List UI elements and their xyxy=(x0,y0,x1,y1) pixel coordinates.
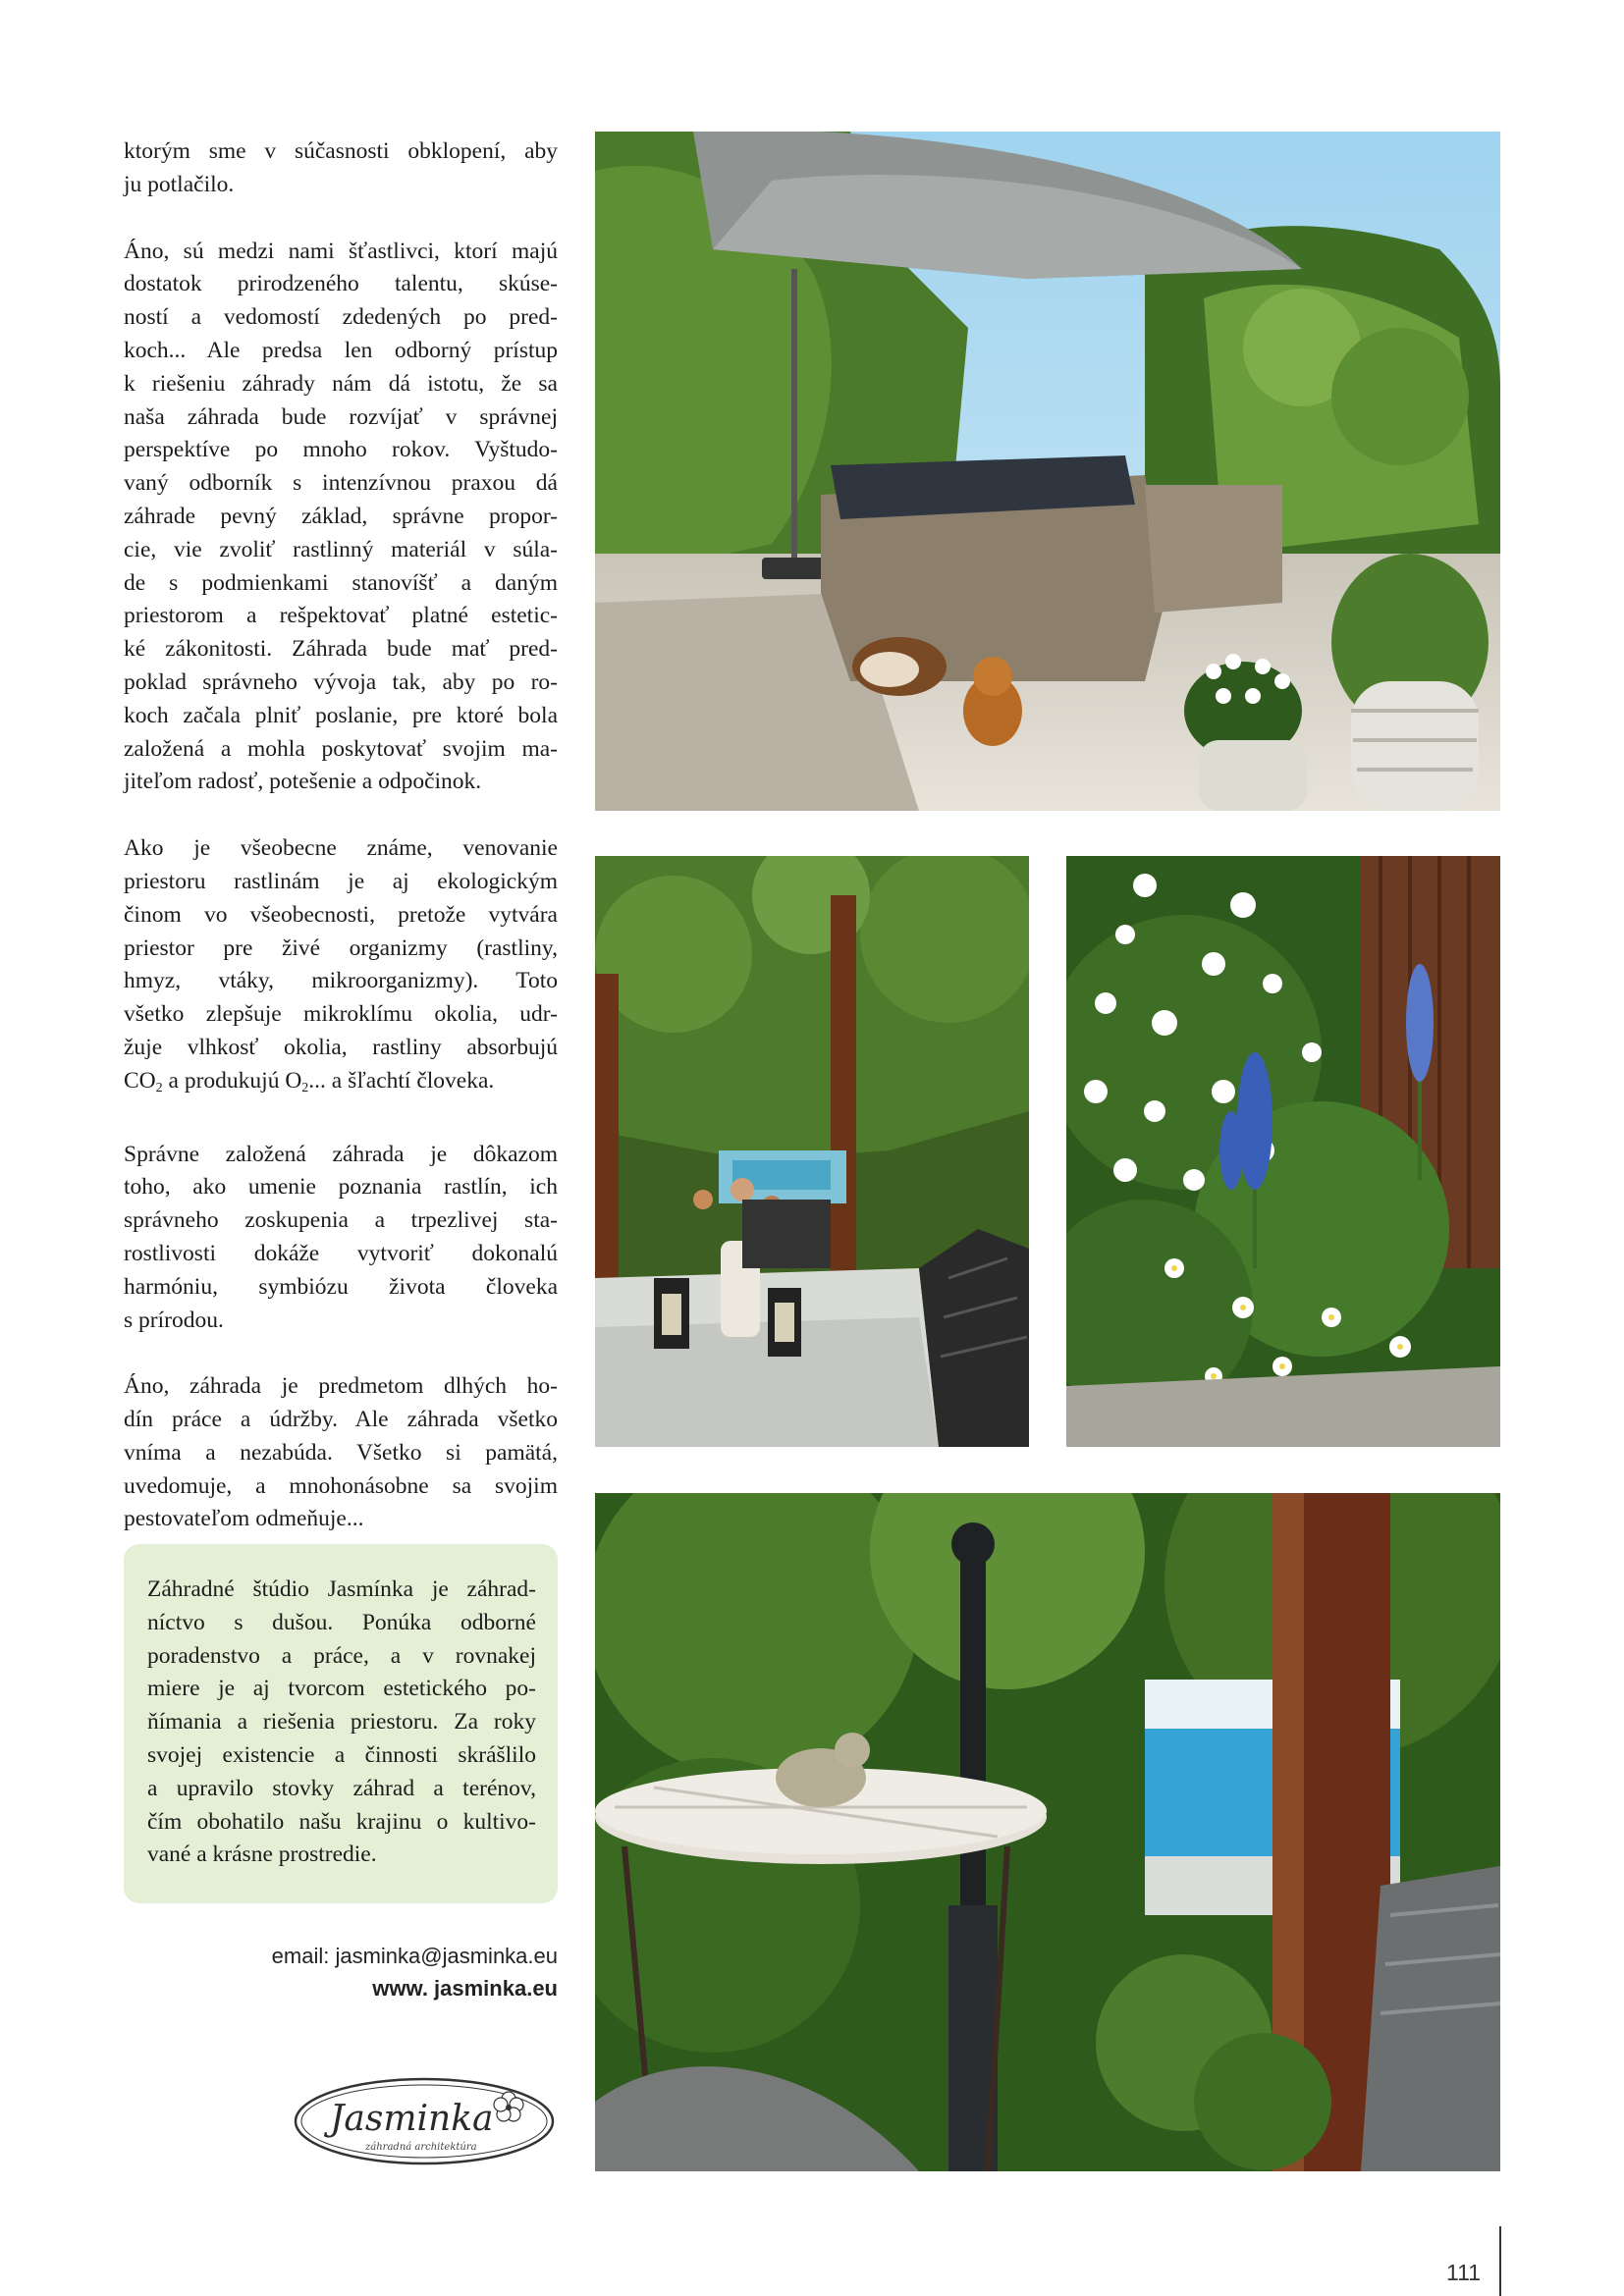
box-text-line: čím obohatilo našu krajinu o kultivo- xyxy=(147,1808,536,1835)
photo-flowers-delphinium xyxy=(1066,856,1500,1447)
text-line: rostlivosti dokáže vytvoriť dokonalú xyxy=(124,1240,558,1266)
subscript-2: 2 xyxy=(301,1080,309,1095)
text-line: pestovateľom odmeňuje... xyxy=(124,1506,364,1532)
subscript-2: 2 xyxy=(155,1080,163,1095)
text-line: harmóniu, symbiózu života človeka xyxy=(124,1273,558,1300)
text-line: k riešeniu záhrady nám dá istotu, že sa xyxy=(124,370,558,397)
photo-bird-table-pool xyxy=(595,1493,1500,2171)
photo-garden-umbrella-dogs xyxy=(595,132,1500,811)
text-line: uvedomuje, a mnohonásobne sa svojim xyxy=(124,1472,558,1499)
text-line: jiteľom radosť, potešenie a odpočinok. xyxy=(124,769,482,795)
page-number-rule xyxy=(1499,2226,1501,2296)
box-text-line: níctvo s dušou. Ponúka odborné xyxy=(147,1609,536,1635)
text-line: koch začala plniť poslanie, pre ktoré bola xyxy=(124,702,558,728)
co2-text: ... a šľachtí človeka. xyxy=(308,1067,495,1094)
text-line: s prírodou. xyxy=(124,1307,224,1333)
studio-info-text xyxy=(147,1574,536,1872)
box-text-line: Záhradné štúdio Jasmínka je záhrad- xyxy=(147,1576,536,1602)
logo-tagline: záhradná architektúra xyxy=(365,2142,477,2153)
text-line: cie, vie zvoliť rastlinný materiál v súla- xyxy=(124,536,558,562)
text-line: poklad správneho vývoja tak, aby po ro- xyxy=(124,668,558,695)
text-line: založená a mohla poskytovať svojim ma- xyxy=(124,735,558,762)
contact-block xyxy=(124,1940,558,2004)
box-text-line: vané a krásne prostredie. xyxy=(147,1842,377,1868)
co2-text: a produkujú O xyxy=(162,1067,302,1094)
paragraph-1 xyxy=(124,135,558,202)
photo-table-lanterns-pool xyxy=(595,856,1029,1447)
co2-line xyxy=(124,1065,558,1105)
box-text-line: a upravilo stovky záhrad a terénov, xyxy=(147,1775,536,1801)
text-line: de s podmienkami stanovíšť a daným xyxy=(124,569,558,596)
page-number: 111 xyxy=(1446,2260,1481,2285)
text-line: dín práce a údržby. Ale záhrada všetko xyxy=(124,1407,558,1433)
jasminka-logo xyxy=(291,2073,560,2169)
contact-website[interactable]: www. jasminka.eu xyxy=(372,1976,558,2001)
co2-text: CO xyxy=(124,1067,156,1094)
text-line: ju potlačilo. xyxy=(124,171,235,197)
article-text xyxy=(124,135,558,1570)
box-text-line: svojej existencie a činnosti skrášlilo xyxy=(147,1741,536,1768)
box-text-line: poradenstvo a práce, a v rovnakej xyxy=(147,1642,536,1669)
text-line: činom vo všeobecnosti, pretože vytvára xyxy=(124,901,558,928)
paragraph-4 xyxy=(124,1139,558,1338)
paragraph-2 xyxy=(124,236,558,800)
text-line: priestorom a rešpektovať platné estetic- xyxy=(124,603,558,629)
text-line: priestoru rastlinám je aj ekologickým xyxy=(124,868,558,894)
text-line: ké zákonitosti. Záhrada bude mať pred- xyxy=(124,636,558,663)
text-line: koch... Ale predsa len odborný prístup xyxy=(124,337,558,363)
text-line: Ako je všeobecne známe, venovanie xyxy=(124,835,558,862)
paragraph-5 xyxy=(124,1370,558,1536)
text-line: naša záhrada bude rozvíjať v správnej xyxy=(124,403,558,430)
text-line: ktorým sme v súčasnosti obklopení, aby xyxy=(124,138,558,164)
text-line: Správne založená záhrada je dôkazom xyxy=(124,1141,558,1167)
box-text-line: ňímania a riešenia priestoru. Za roky xyxy=(147,1709,536,1735)
contact-email[interactable]: email: jasminka@jasminka.eu xyxy=(271,1944,558,1968)
paragraph-3 xyxy=(124,832,558,1104)
text-line: všetko zlepšuje mikroklímu okolia, udr- xyxy=(124,1001,558,1028)
text-line: toho, ako umenie poznania rastlín, ich xyxy=(124,1174,558,1201)
text-line: Áno, sú medzi nami šťastlivci, ktorí majú xyxy=(124,238,558,264)
logo-wordmark: Jasminka xyxy=(330,2099,494,2139)
text-line: perspektíve po mnoho rokov. Vyštudo- xyxy=(124,437,558,463)
box-text-line: miere je aj tvorcom estetického po- xyxy=(147,1676,536,1702)
text-line: vníma a nezabúda. Všetko si pamätá, xyxy=(124,1439,558,1466)
studio-info-box xyxy=(124,1544,558,1903)
text-line: ností a vedomostí zdedených po pred- xyxy=(124,304,558,331)
text-line: záhrade pevný základ, správne propor- xyxy=(124,503,558,529)
text-line: dostatok prirodzeného talentu, skúse- xyxy=(124,271,558,297)
text-line: Áno, záhrada je predmetom dlhých ho- xyxy=(124,1373,558,1400)
text-line: priestor pre živé organizmy (rastliny, xyxy=(124,934,558,961)
text-line: hmyz, vtáky, mikroorganizmy). Toto xyxy=(124,968,558,994)
text-line: správneho zoskupenia a trpezlivej sta- xyxy=(124,1207,558,1234)
text-line: vaný odborník s intenzívnou praxou dá xyxy=(124,470,558,497)
text-line: žuje vlhkosť okolia, rastliny absorbujú xyxy=(124,1034,558,1060)
